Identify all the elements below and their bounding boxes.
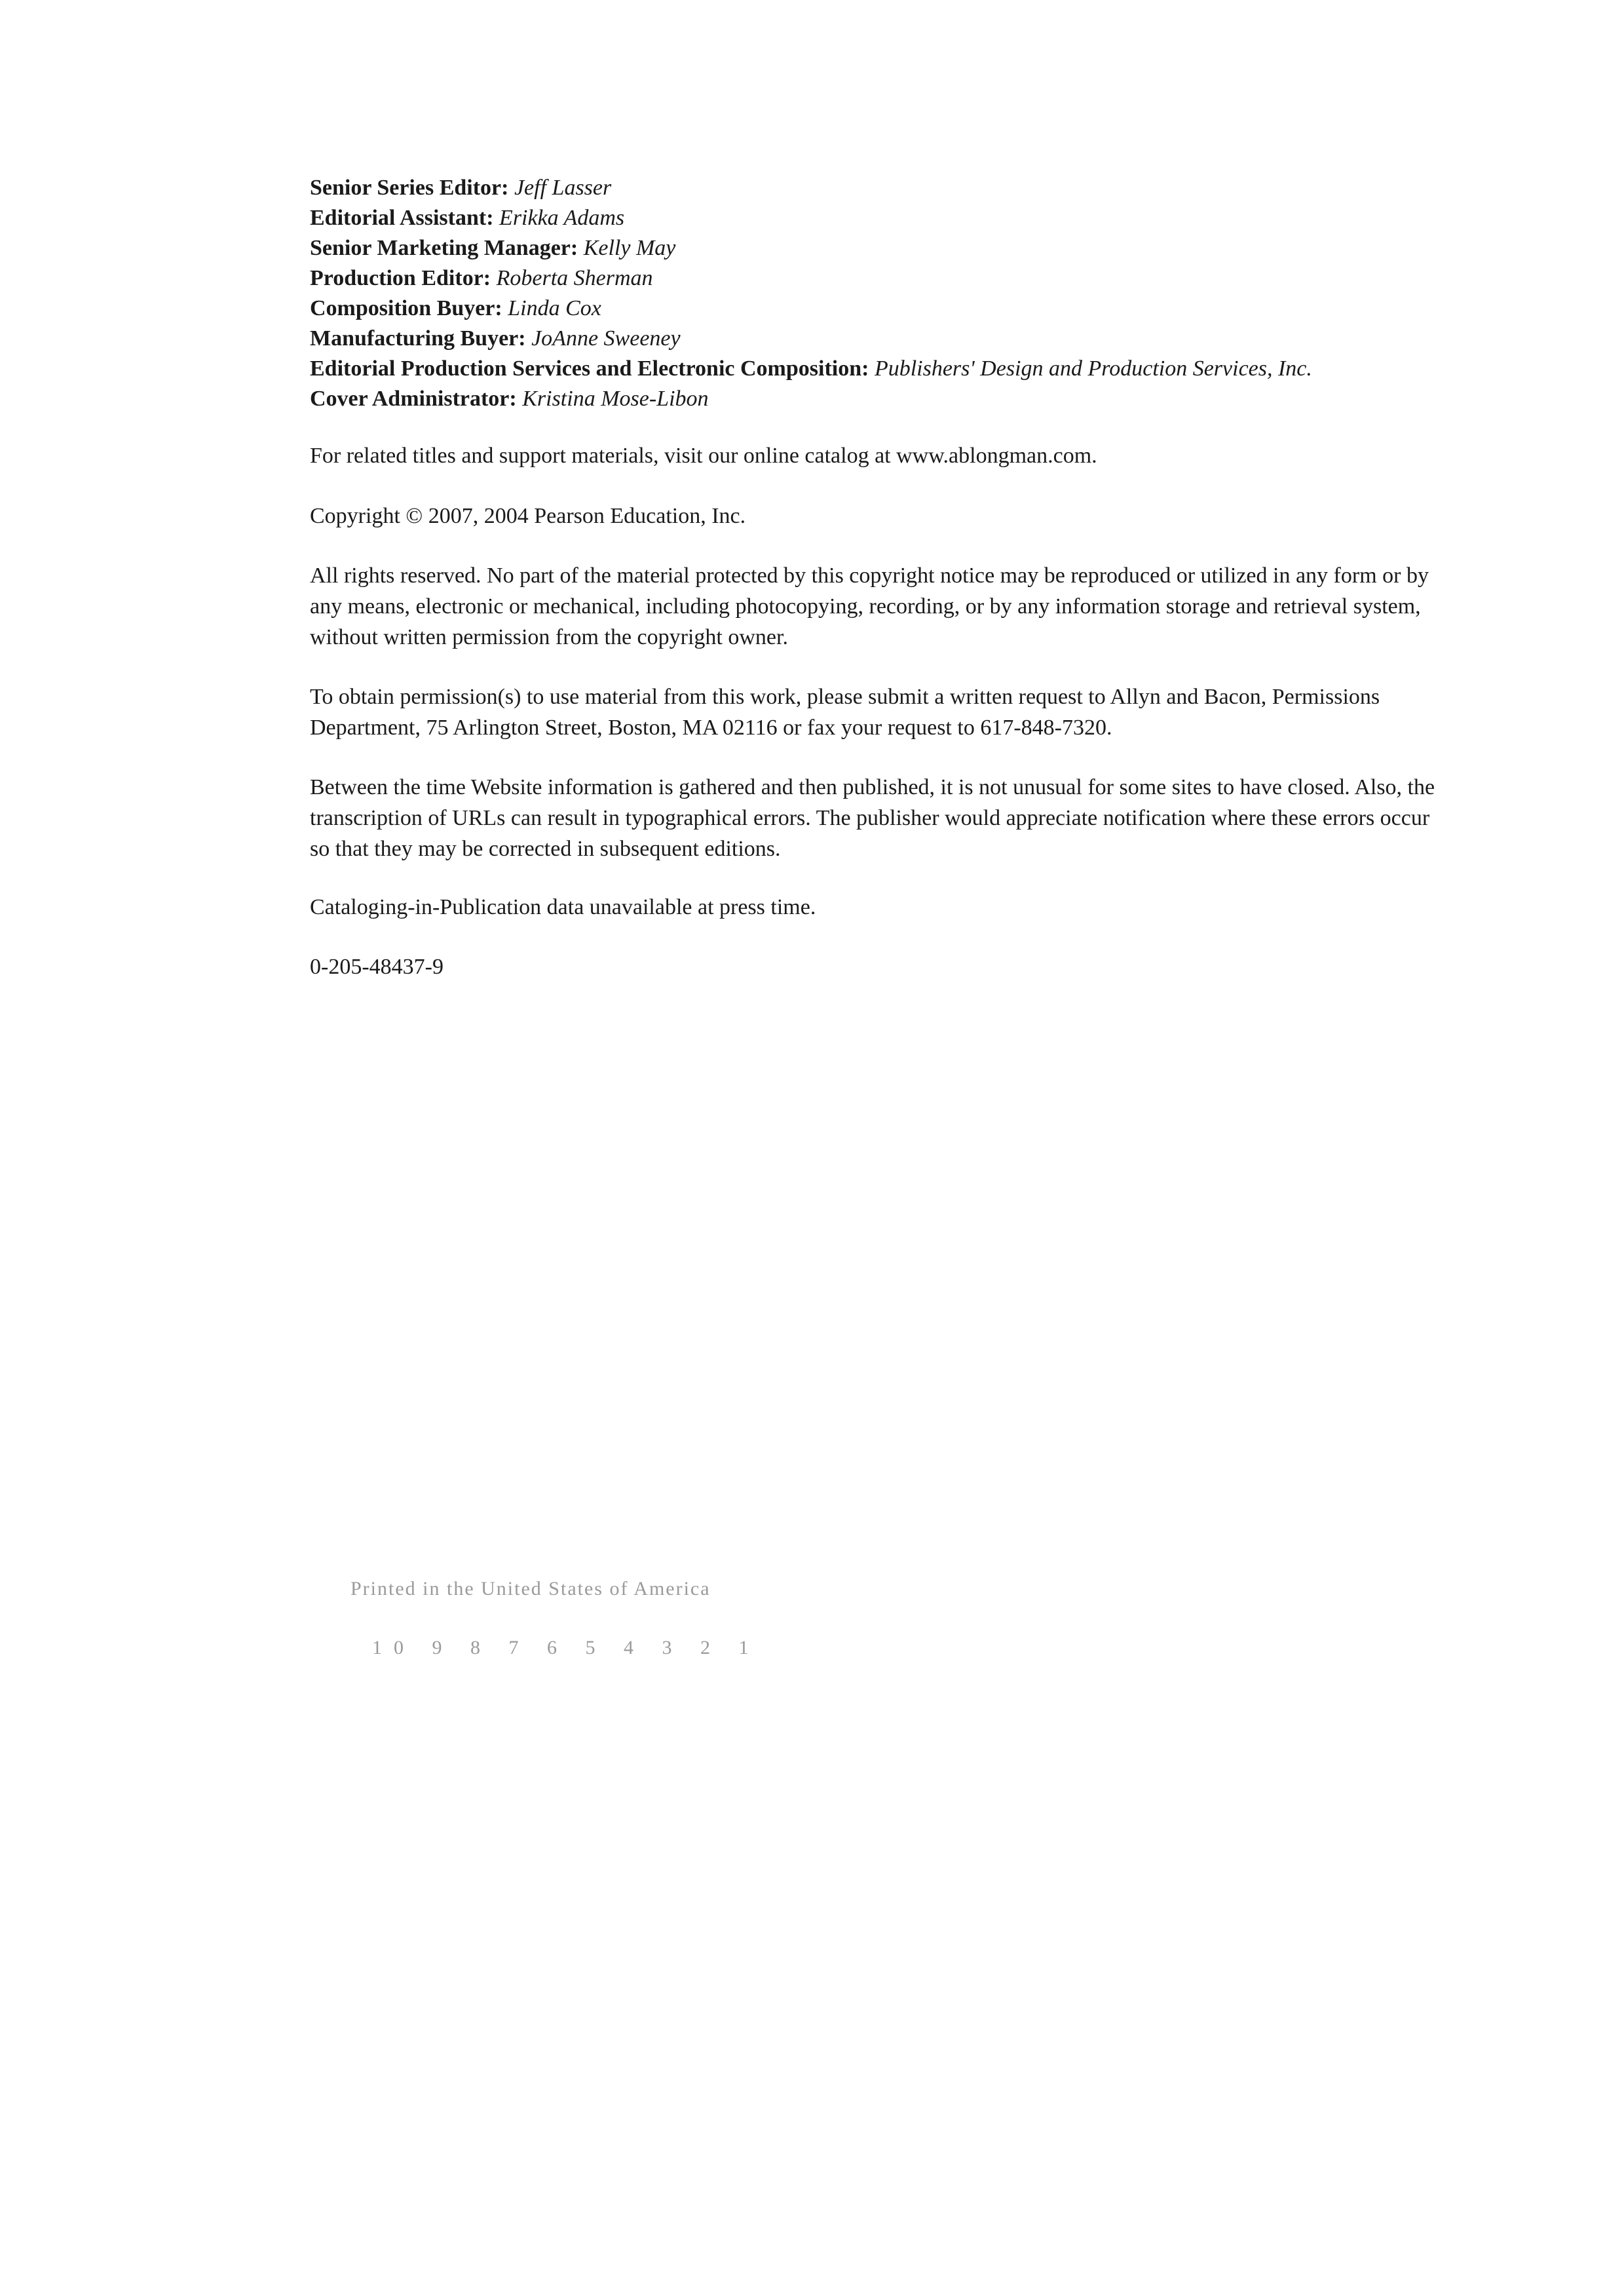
credit-line <box>310 263 1528 294</box>
website-paragraph: Between the time Website information is gathered and then published, it is not unusual for some sites to have closed. Also, the transcription of URLs can result in typographical errors. The publisher would appreciate notification where these errors occur so that they may be corrected in subsequent editions. <box>310 775 1435 861</box>
credit-line <box>310 384 1528 414</box>
copyright-notice: Copyright © 2007, 2004 Pearson Education, Inc. <box>310 504 746 528</box>
credits-list <box>310 173 1528 414</box>
credit-role: Senior Series Editor: <box>310 176 509 200</box>
credit-line <box>310 294 1528 324</box>
credit-role: Editorial Production Services and Electronic Composition: <box>310 356 869 381</box>
credit-name: Jeff Lasser <box>514 176 612 200</box>
credit-line <box>310 324 1528 354</box>
credit-role: Senior Marketing Manager: <box>310 236 578 260</box>
credit-name: Roberta Sherman <box>496 266 653 290</box>
credit-role: Production Editor: <box>310 266 491 290</box>
print-line: 10 9 8 7 6 5 4 3 2 1 <box>372 1637 761 1658</box>
credit-name: Linda Cox <box>508 296 601 320</box>
credit-line <box>310 203 1528 233</box>
credit-role: Composition Buyer: <box>310 296 502 320</box>
credit-role: Manufacturing Buyer: <box>310 326 526 351</box>
credit-name: JoAnne Sweeney <box>531 326 681 351</box>
credit-name: Erikka Adams <box>499 206 625 230</box>
credit-role: Editorial Assistant: <box>310 206 494 230</box>
catalog-note: For related titles and support materials, visit our online catalog at www.ablongman.com. <box>310 444 1097 468</box>
credit-line <box>310 173 1528 203</box>
isbn: 0-205-48437-9 <box>310 955 444 979</box>
printed-in-line: Printed in the United States of America <box>350 1578 711 1599</box>
credit-line <box>310 354 1528 384</box>
credit-line <box>310 233 1528 263</box>
cip-note: Cataloging-in-Publication data unavailable at press time. <box>310 895 816 919</box>
credit-name: Kelly May <box>583 236 676 260</box>
rights-paragraph: All rights reserved. No part of the material protected by this copyright notice may be reproduced or utilized in any form or by any means, electronic or mechanical, including photocopying, recording, or by any information storage and retrieval system, without written permission from the copyright owner. <box>310 564 1429 649</box>
credit-role: Cover Administrator: <box>310 387 517 411</box>
credit-name: Publishers' Design and Production Services, Inc. <box>874 356 1312 381</box>
permissions-paragraph: To obtain permission(s) to use material from this work, please submit a written request to Allyn and Bacon, Permissions Department, 75 Arlington Street, Boston, MA 02116 or fax your request to 617-848-7320. <box>310 685 1380 740</box>
credit-name: Kristina Mose-Libon <box>522 387 709 411</box>
